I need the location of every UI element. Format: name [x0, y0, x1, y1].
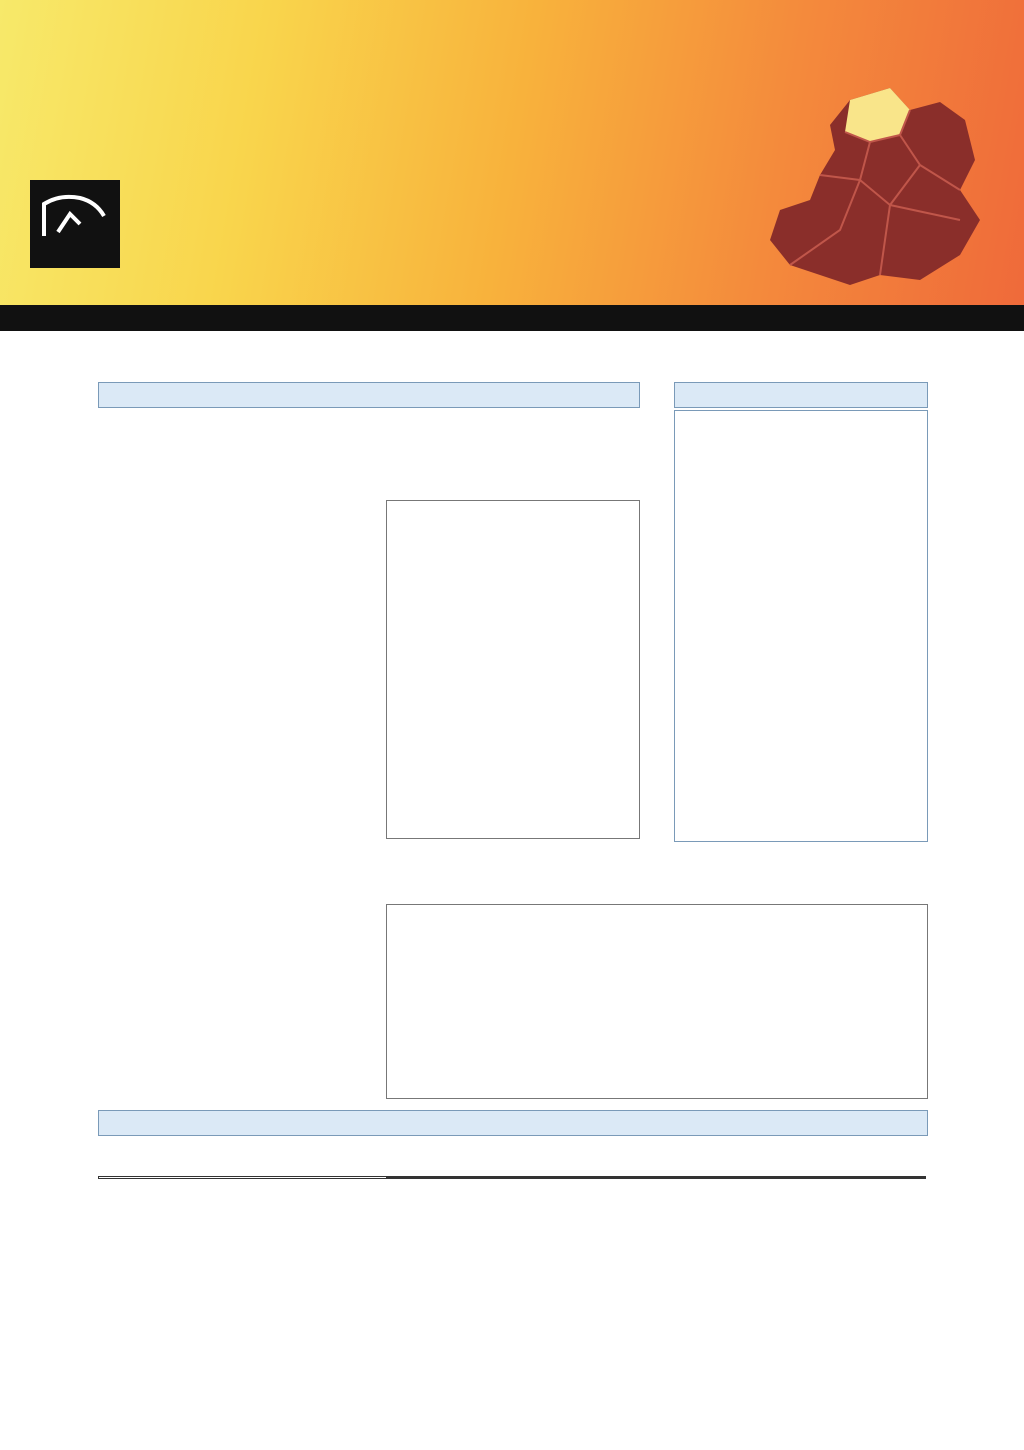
- col-repartition: [836, 1178, 926, 1179]
- chart-table: [387, 729, 639, 837]
- col-nombre: [746, 1178, 836, 1179]
- region-map-icon: [760, 80, 1000, 290]
- revision-box: [386, 904, 928, 1099]
- chart-box: [386, 500, 640, 839]
- header-banner: [0, 0, 1024, 305]
- col-nombre: [386, 1178, 476, 1179]
- establishments-table: [98, 1176, 926, 1179]
- section-synthese: [98, 382, 640, 408]
- col-repartition: [656, 1178, 746, 1179]
- header-divider: [0, 305, 1024, 331]
- insee-mark-icon: [40, 190, 110, 240]
- breves-box: [674, 410, 928, 842]
- col-repartition: [476, 1178, 566, 1179]
- chart-plot: [387, 545, 639, 725]
- insee-logo: [30, 180, 120, 268]
- section-breves: [674, 382, 928, 408]
- col-nombre: [566, 1178, 656, 1179]
- section-cadrage: [98, 1110, 928, 1136]
